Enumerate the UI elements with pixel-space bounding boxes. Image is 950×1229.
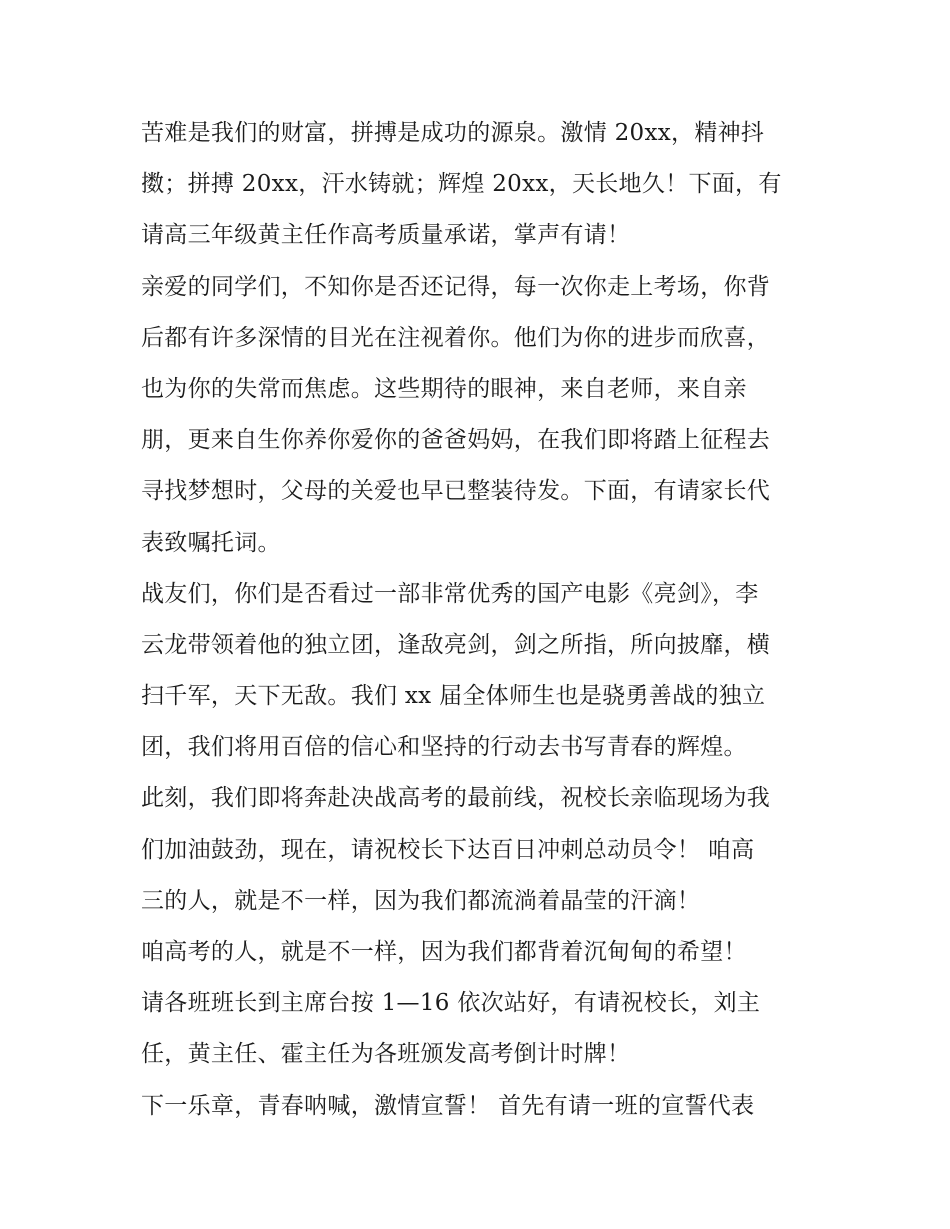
text-line: 咱高考的人，就是不一样，因为我们都背着沉甸甸的希望！: [141, 939, 747, 965]
document-body: [141, 108, 821, 1132]
text-line: 任，黄主任、霍主任为各班颁发高考倒计时牌！: [141, 1041, 631, 1068]
text-line: 苦难是我们的财富，拼搏是成功的源泉。激情 20xx，精神抖: [141, 120, 765, 146]
text-line: 擞；拼搏 20xx，汗水铸就；辉煌 20xx，天长地久！下面，有: [141, 171, 782, 198]
text-line: 朋，更来自生你养你爱你的爸爸妈妈，在我们即将踏上征程去: [141, 427, 771, 454]
text-line: 云龙带领着他的独立团，逢敌亮剑，剑之所指，所向披靡，横: [141, 631, 771, 658]
text-line: 后都有许多深情的目光在注视着你。他们为你的进步而欣喜，: [141, 324, 771, 351]
text-line: 战友们，你们是否看过一部非常优秀的国产电影《亮剑》，李: [141, 580, 759, 607]
text-line: 请各班班长到主席台按 1—16 依次站好，有请祝校长，刘主: [141, 990, 761, 1017]
text-line: 下一乐章，青春呐喊，激情宣誓！ 首先有请一班的宣誓代表: [141, 1092, 755, 1119]
text-line: 三的人，就是不一样，因为我们都流淌着晶莹的汗滴！: [141, 887, 701, 914]
text-line: 表致嘱托词。: [141, 529, 281, 556]
text-line: 寻找梦想时，父母的关爱也早已整装待发。下面，有请家长代: [141, 478, 771, 505]
text-line: 此刻，我们即将奔赴决战高考的最前线，祝校长亲临现场为我: [141, 785, 771, 812]
text-line: 亲爱的同学们，不知你是否还记得，每一次你走上考场，你背: [141, 273, 771, 300]
text-line: 们加油鼓劲，现在，请祝校长下达百日冲刺总动员令！ 咱高: [141, 836, 755, 863]
text-line: 扫千军，天下无敌。我们 xx 届全体师生也是骁勇善战的独立: [141, 683, 766, 710]
text-line: 也为你的失常而焦虑。这些期待的眼神，来自老师，来自亲: [141, 375, 747, 402]
text-line: 请高三年级黄主任作高考质量承诺，掌声有请！: [141, 222, 631, 249]
text-line: 团，我们将用百倍的信心和坚持的行动去书写青春的辉煌。: [141, 734, 747, 761]
